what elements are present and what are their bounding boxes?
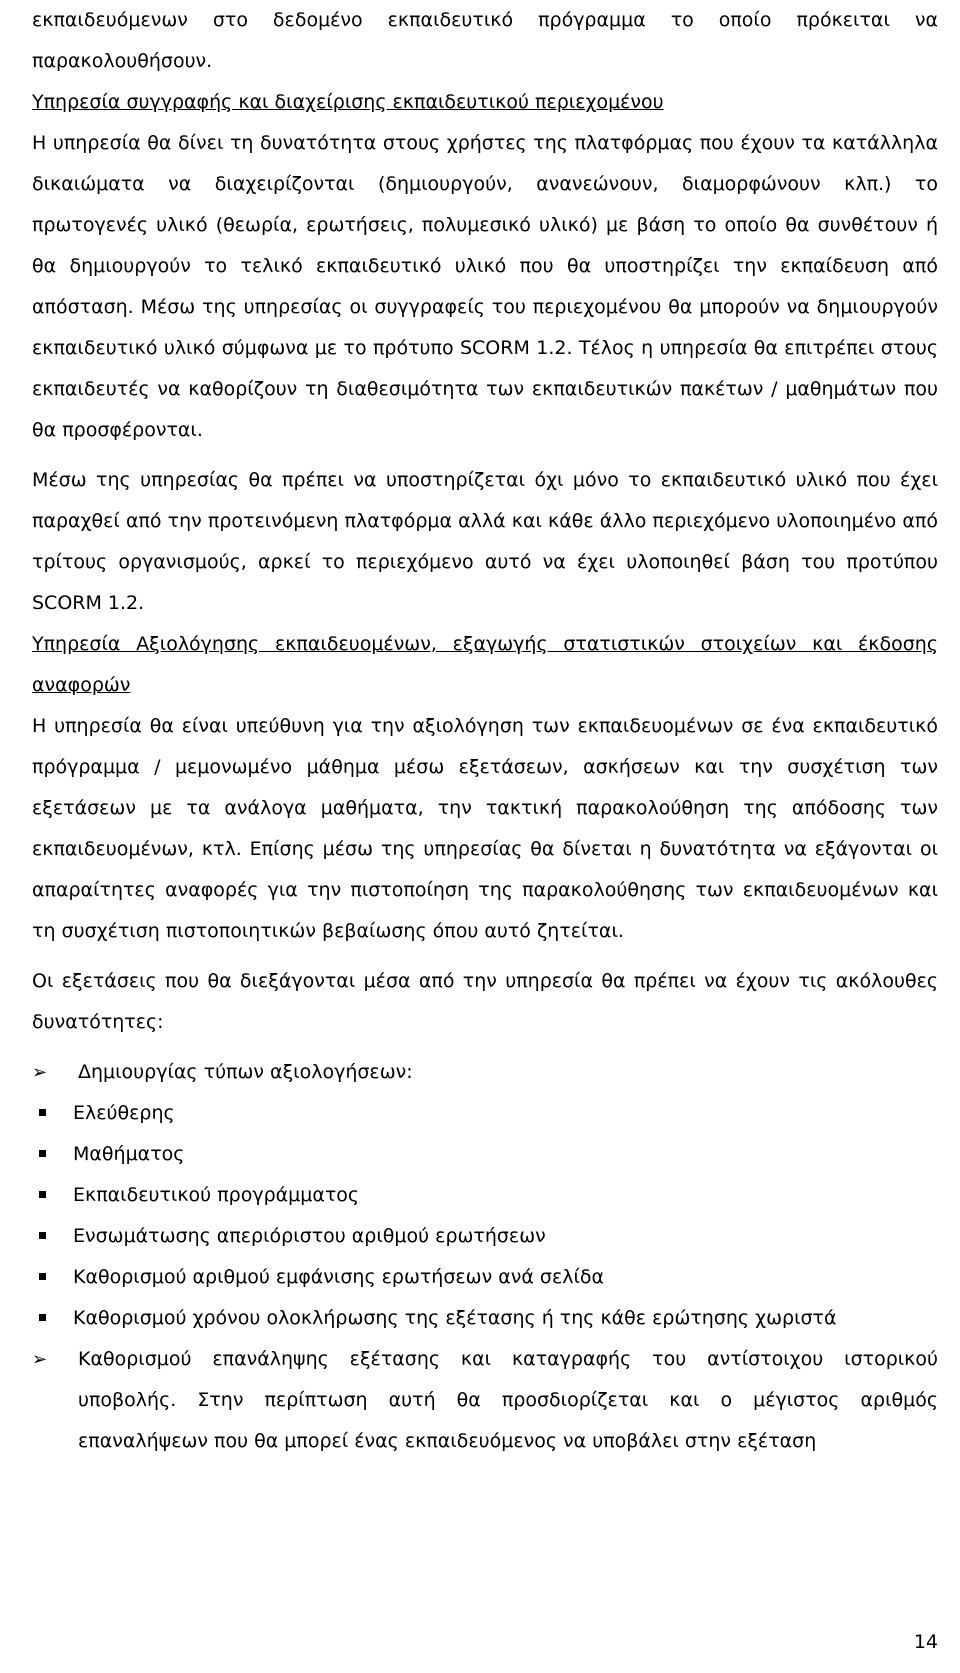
square-bullet-icon <box>32 1257 73 1298</box>
sub-list-item <box>32 1093 938 1134</box>
sub-list-item <box>32 1134 938 1175</box>
section-heading-content-authoring: Υπηρεσία συγγραφής και διαχείρισης εκπαιδευτικού περιεχομένου <box>32 91 664 113</box>
sub-list-item-label: Μαθήματος <box>73 1143 185 1165</box>
arrow-bullet-icon: ➢ <box>32 1349 48 1370</box>
list-item-assessment-types <box>32 1052 938 1093</box>
square-bullet-icon <box>32 1134 73 1175</box>
square-bullet-icon <box>32 1216 73 1257</box>
paragraph-exam-capabilities: Οι εξετάσεις που θα διεξάγονται μέσα από την υπηρεσία θα πρέπει να έχουν τις ακόλουθες δυνατότητες: <box>32 970 938 1033</box>
sub-list-item <box>32 1216 938 1257</box>
square-bullet-icon <box>32 1175 73 1216</box>
sub-list-item-label: Καθορισμού αριθμού εμφάνισης ερωτήσεων ανά σελίδα <box>73 1266 605 1288</box>
sub-list-item <box>32 1298 938 1339</box>
square-bullet-icon <box>32 1298 73 1339</box>
sub-list-item-label: Καθορισμού χρόνου ολοκλήρωσης της εξέτασης ή της κάθε ερώτησης χωριστά <box>73 1307 837 1329</box>
paragraph-assessment-description: Η υπηρεσία θα είναι υπεύθυνη για την αξιολόγηση των εκπαιδευομένων σε ένα εκπαιδευτικό πρόγραμμα / μεμονωμένο μάθημα μέσω εξετάσεων, ασκήσεων και την συσχέτιση των εξετάσεων με τα ανάλογα μαθήματα, την τακτική παρακολούθηση της απόδοσης των εκπαιδευομένων, κτλ. Επίσης μέσω της υπηρεσίας θα δίνεται η δυνατότητα να εξάγονται οι απαραίτητες αναφορές για την πιστοποίηση της παρακολούθησης των εκπαιδευομένων και τη συσχέτιση πιστοποιητικών βεβαίωσης όπου αυτό ζητείται. <box>32 715 938 942</box>
list-item-label: Καθορισμού επανάληψης εξέτασης και καταγραφής του αντίστοιχου ιστορικού υποβολής. Στην περίπτωση αυτή θα προσδιορίζεται και ο μέγιστος αριθμός επαναλήψεων που θα μπορεί ένας εκπαιδευόμενος να υποβάλει στην εξέταση <box>78 1348 938 1452</box>
square-bullet-icon <box>32 1093 73 1134</box>
paragraph-authoring-description: Η υπηρεσία θα δίνει τη δυνατότητα στους χρήστες της πλατφόρμας που έχουν τα κατάλληλα δικαιώματα να διαχειρίζονται (δημιουργούν, ανανεώνουν, διαμορφώνουν κλπ.) το πρωτογενές υλικό (θεωρία, ερωτήσεις, πολυμεσικό υλικό) με βάση το οποίο θα συνθέτουν ή θα δημιουργούν το τελικό εκπαιδευτικό υλικό που θα υποστηρίζει την εκπαίδευση από απόσταση. Μέσω της υπηρεσίας οι συγγραφείς του περιεχομένου θα μπορούν να δημιουργούν εκπαιδευτικό υλικό σύμφωνα με το πρότυπο SCORM 1.2. Τέλος η υπηρεσία θα επιτρέπει στους εκπαιδευτές να καθορίζουν τη διαθεσιμότητα των εκπαιδευτικών πακέτων / μαθημάτων που θα προσφέρονται. <box>32 132 938 441</box>
arrow-bullet-icon: ➢ <box>32 1062 48 1083</box>
sub-list-item <box>32 1175 938 1216</box>
document-page <box>32 0 938 1462</box>
sub-list-item-label: Εκπαιδευτικού προγράμματος <box>73 1184 360 1206</box>
paragraph-intro: εκπαιδευόμενων στο δεδομένο εκπαιδευτικό πρόγραμμα το οποίο πρόκειται να παρακολουθήσουν. <box>32 9 938 72</box>
paragraph-scorm-support: Μέσω της υπηρεσίας θα πρέπει να υποστηρίζεται όχι μόνο το εκπαιδευτικό υλικό που έχει παραχθεί από την προτεινόμενη πλατφόρμα αλλά και κάθε άλλο περιεχόμενο υλοποιημένο από τρίτους οργανισμούς, αρκεί το περιεχόμενο αυτό να έχει υλοποιηθεί βάση του προτύπου SCORM 1.2. <box>32 469 938 614</box>
list-item-exam-repetition <box>32 1339 938 1462</box>
page-number: 14 <box>913 1631 938 1653</box>
section-heading-assessment: Υπηρεσία Αξιολόγησης εκπαιδευομένων, εξαγωγής στατιστικών στοιχείων και έκδοσης αναφορών <box>32 633 938 696</box>
sub-list-item-label: Ενσωμάτωσης απεριόριστου αριθμού ερωτήσεων <box>73 1225 546 1247</box>
list-item-label: Δημιουργίας τύπων αξιολογήσεων: <box>78 1061 413 1083</box>
sub-list-item-label: Ελεύθερης <box>73 1102 175 1124</box>
sub-list-item <box>32 1257 938 1298</box>
